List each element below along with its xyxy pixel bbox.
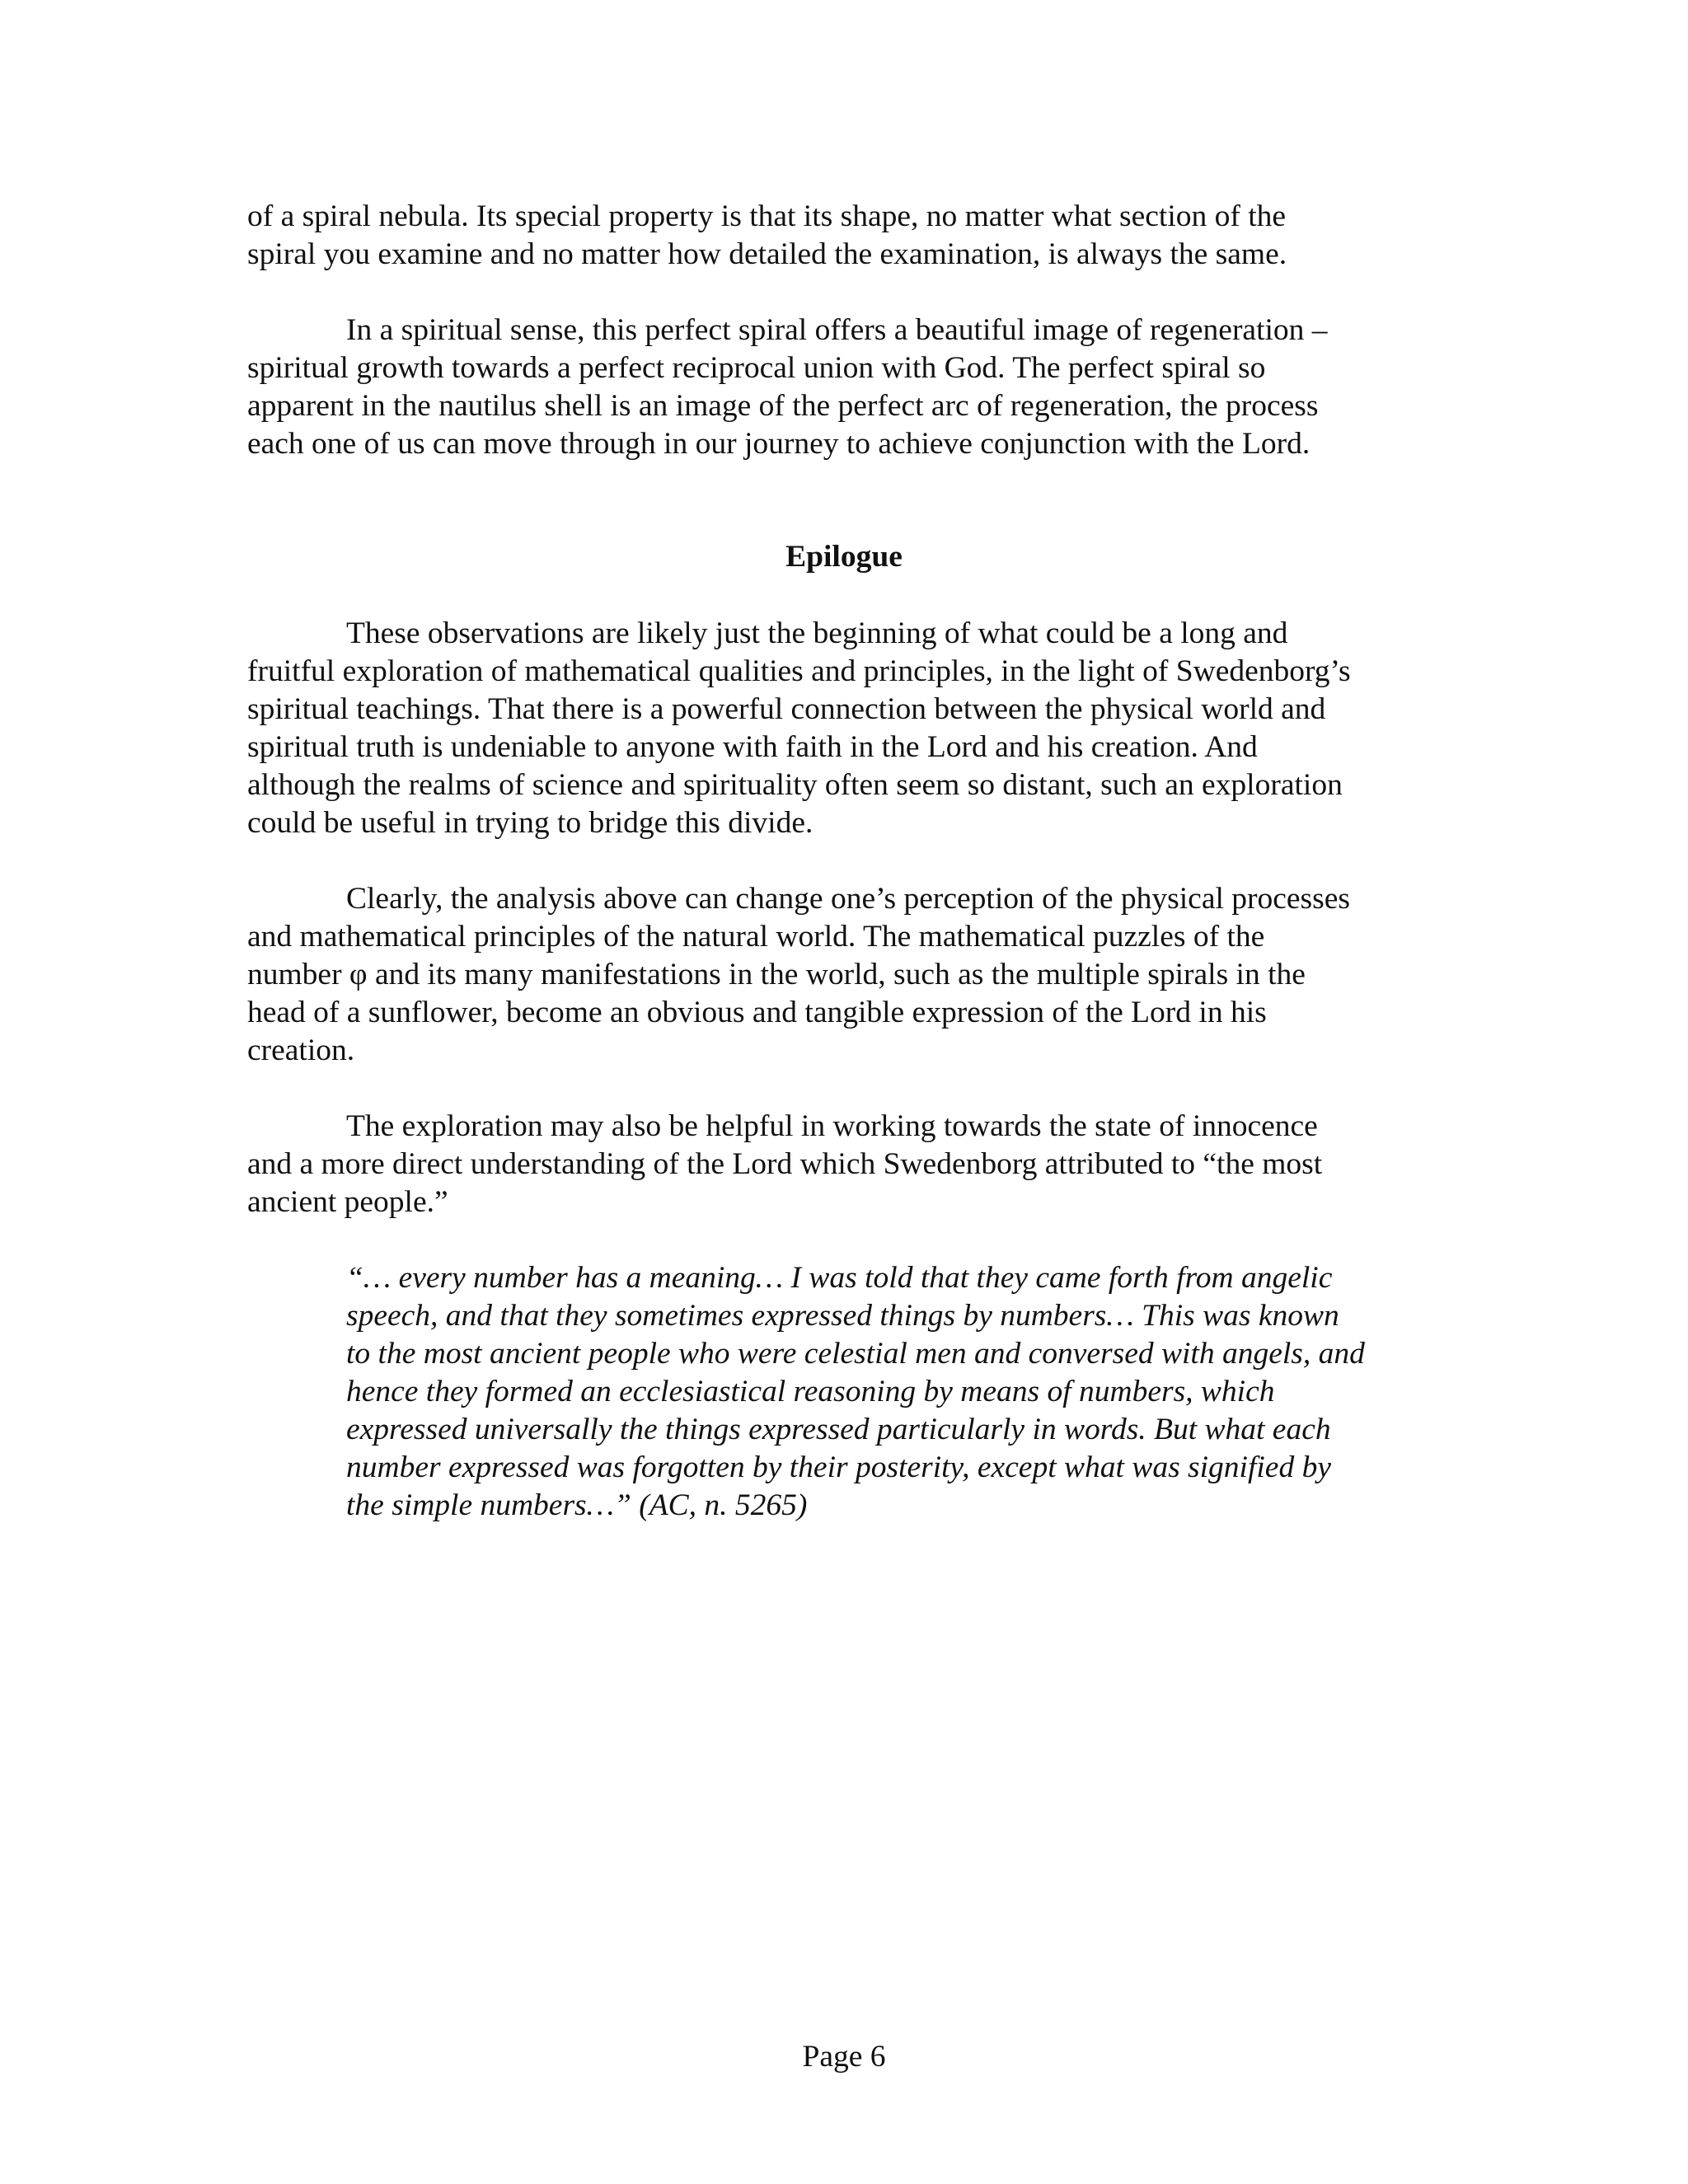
text-line: spiritual growth towards a perfect reciprocal union with God. The perfect spiral so bbox=[247, 351, 1266, 385]
text-line: although the realms of science and spirituality often seem so distant, such an exploration bbox=[247, 768, 1343, 802]
quote-line: “… every number has a meaning… I was told that they came forth from angelic bbox=[346, 1261, 1333, 1295]
text-line: spiritual teachings. That there is a powerful connection between the physical world and bbox=[247, 692, 1326, 726]
text-line: of a spiral nebula. Its special property is that its shape, no matter what section of the bbox=[247, 199, 1287, 233]
text-line: creation. bbox=[247, 1033, 355, 1067]
paragraph-exploration bbox=[247, 1108, 1447, 1221]
quote-line: to the most ancient people who were celestial men and conversed with angels, and bbox=[346, 1337, 1365, 1371]
text-line: apparent in the nautilus shell is an image of the perfect arc of regeneration, the process bbox=[247, 389, 1319, 423]
text-line: head of a sunflower, become an obvious and tangible expression of the Lord in his bbox=[247, 996, 1267, 1029]
quote-line: expressed universally the things expressed particularly in words. But what each bbox=[346, 1413, 1331, 1446]
quote-line: speech, and that they sometimes expressed things by numbers… This was known bbox=[346, 1299, 1339, 1333]
quote-line: hence they formed an ecclesiastical reasoning by means of numbers, which bbox=[346, 1375, 1275, 1408]
text-line: could be useful in trying to bridge this divide. bbox=[247, 806, 814, 840]
paragraph-observations bbox=[247, 615, 1447, 842]
text-line: Clearly, the analysis above can change one’s perception of the physical processes bbox=[346, 882, 1350, 916]
text-line: and a more direct understanding of the Lord which Swedenborg attributed to “the most bbox=[247, 1147, 1323, 1181]
paragraph-spiritual-sense bbox=[247, 312, 1447, 463]
page-number: Page 6 bbox=[802, 2040, 886, 2074]
text-line: spiritual truth is undeniable to anyone with faith in the Lord and his creation. And bbox=[247, 730, 1258, 764]
text-line: number φ and its many manifestations in the world, such as the multiple spirals in the bbox=[247, 958, 1306, 991]
text-line: These observations are likely just the beginning of what could be a long and bbox=[346, 616, 1288, 650]
text-line: fruitful exploration of mathematical qualities and principles, in the light of Swedenborg’s bbox=[247, 654, 1351, 688]
text-line: ancient people.” bbox=[247, 1185, 448, 1219]
text-line: The exploration may also be helpful in working towards the state of innocence bbox=[346, 1109, 1318, 1143]
text-line: In a spiritual sense, this perfect spiral offers a beautiful image of regeneration – bbox=[346, 313, 1328, 347]
paragraph-clearly bbox=[247, 880, 1447, 1070]
section-heading: Epilogue bbox=[785, 540, 903, 574]
quote-line: the simple numbers…” (AC, n. 5265) bbox=[346, 1488, 808, 1522]
text-line: and mathematical principles of the natural world. The mathematical puzzles of the bbox=[247, 920, 1265, 954]
block-quote bbox=[346, 1259, 1451, 1525]
paragraph-spiral-nebula bbox=[247, 198, 1447, 274]
text-line: spiral you examine and no matter how detailed the examination, is always the same. bbox=[247, 237, 1287, 271]
text-line: each one of us can move through in our journey to achieve conjunction with the Lord. bbox=[247, 427, 1311, 461]
quote-line: number expressed was forgotten by their posterity, except what was signified by bbox=[346, 1451, 1331, 1484]
